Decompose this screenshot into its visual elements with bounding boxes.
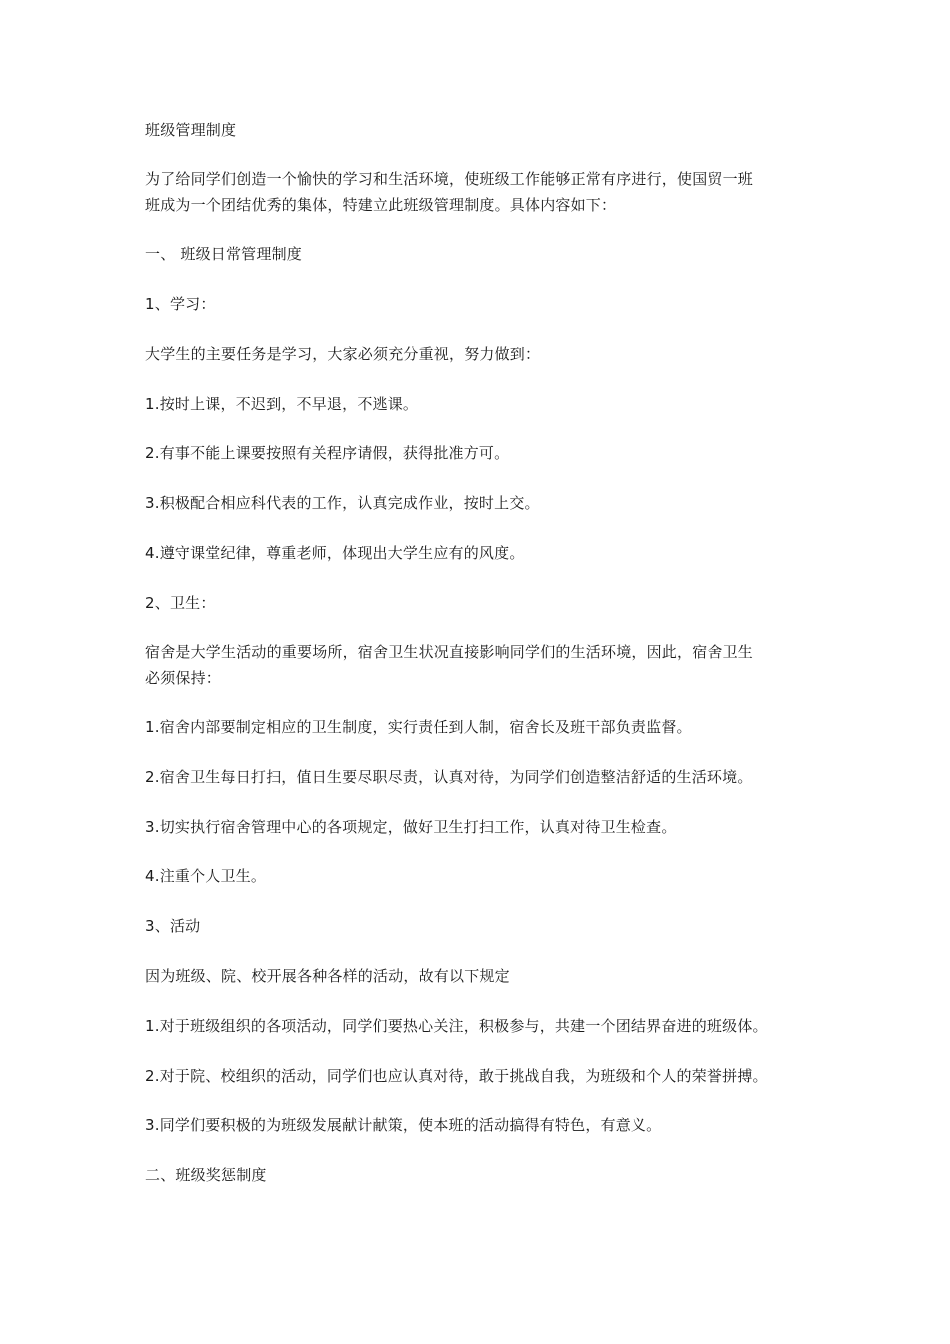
activity-item: 3.同学们要积极的为班级发展献计献策，使本班的活动搞得有特色，有意义。 (145, 1116, 662, 1134)
hygiene-lead-line: 必须保持： (145, 669, 222, 687)
hygiene-item: 1.宿舍内部要制定相应的卫生制度，实行责任到人制，宿舍长及班干部负责监督。 (145, 718, 692, 736)
study-item: 1.按时上课，不迟到，不早退，不逃课。 (145, 395, 419, 413)
activity-lead: 因为班级、院、校开展各种各样的活动，故有以下规定 (145, 967, 510, 985)
section1-heading: 一、 班级日常管理制度 (145, 245, 302, 263)
study-item: 2.有事不能上课要按照有关程序请假，获得批准方可。 (145, 444, 510, 462)
hygiene-item: 3.切实执行宿舍管理中心的各项规定，做好卫生打扫工作，认真对待卫生检查。 (145, 818, 677, 836)
document-title: 班级管理制度 (145, 121, 237, 139)
hygiene-lead (145, 639, 813, 691)
intro-paragraph (145, 166, 813, 218)
activity-item: 2.对于院、校组织的活动，同学们也应认真对待，敢于挑战自我，为班级和个人的荣誉拼搏。 (145, 1067, 768, 1085)
activity-item: 1.对于班级组织的各项活动，同学们要热心关注，积极参与，共建一个团结界奋进的班级体。 (145, 1017, 768, 1035)
hygiene-lead-line: 宿舍是大学生活动的重要场所，宿舍卫生状况直接影响同学们的生活环境，因此，宿舍卫生 (145, 643, 754, 661)
hygiene-item: 4.注重个人卫生。 (145, 867, 267, 885)
activity-heading: 3、活动 (145, 917, 201, 935)
hygiene-heading: 2、卫生： (145, 594, 216, 612)
intro-line: 班成为一个团结优秀的集体，特建立此班级管理制度。具体内容如下： (145, 196, 617, 214)
study-heading: 1、学习： (145, 295, 216, 313)
study-item: 4.遵守课堂纪律，尊重老师，体现出大学生应有的风度。 (145, 544, 525, 562)
study-lead: 大学生的主要任务是学习，大家必须充分重视，努力做到： (145, 345, 541, 363)
document-page (145, 0, 815, 1344)
intro-line: 为了给同学们创造一个愉快的学习和生活环境，使班级工作能够正常有序进行，使国贸一班 (145, 170, 754, 188)
study-item: 3.积极配合相应科代表的工作，认真完成作业，按时上交。 (145, 494, 540, 512)
section2-heading: 二、班级奖惩制度 (145, 1166, 267, 1184)
hygiene-item: 2.宿舍卫生每日打扫，值日生要尽职尽责，认真对待，为同学们创造整洁舒适的生活环境。 (145, 768, 753, 786)
